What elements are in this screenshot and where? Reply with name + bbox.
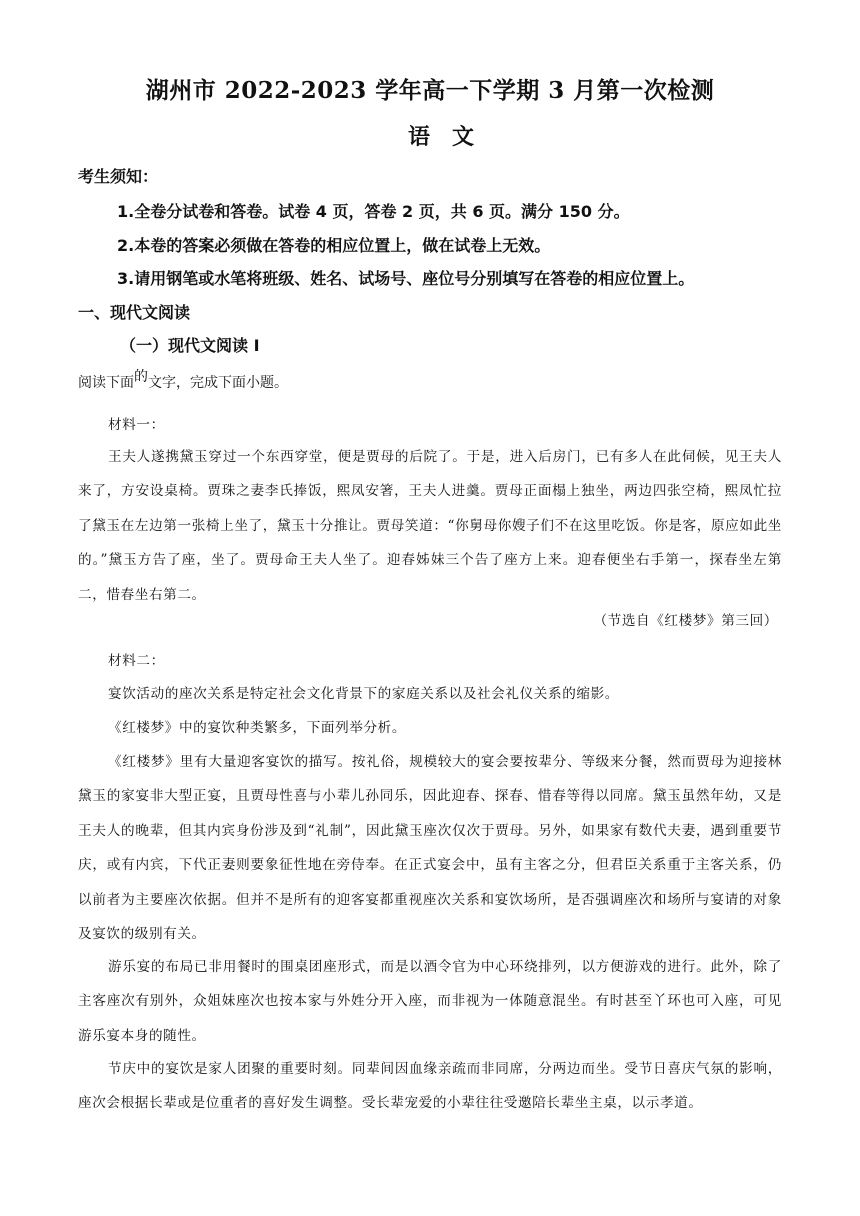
material-1-label: 材料一：	[108, 417, 165, 433]
instruction-part-1: 阅读下面	[78, 375, 134, 391]
material-2-paragraph: 宴饮活动的座次关系是特定社会文化背景下的家庭关系以及社会礼仪关系的缩影。	[108, 686, 619, 702]
section-heading: 一、现代文阅读	[78, 303, 191, 322]
material-2-paragraph: 游乐宴的布局已非用餐时的围桌团座形式，而是以酒令官为中心环绕排列，以方便游戏的进行。此外，除了主客座次有别外，众姐妹座次也按本家与外姓分开入座，而非视为一体随意混坐。有时甚至丫环也可入座，可见游乐宴本身的随性。	[78, 959, 782, 1044]
notice-item-1: 1.全卷分试卷和答卷。试卷 4 页，答卷 2 页，共 6 页。满分 150 分。	[117, 202, 630, 221]
instruction-superscript: 的	[134, 369, 148, 385]
material-1-source: （节选自《红楼梦》第三回）	[593, 613, 778, 629]
material-2-label: 材料二：	[108, 653, 165, 669]
section-subheading: （一）现代文阅读 I	[120, 336, 260, 355]
instruction-part-2: 文字，完成下面小题。	[148, 375, 288, 391]
notice-item-2: 2.本卷的答案必须做在答卷的相应位置上，做在试卷上无效。	[117, 236, 551, 255]
material-2-paragraph: 《红楼梦》中的宴饮种类繁多，下面列举分析。	[108, 720, 407, 736]
material-1-text: 王夫人遂携黛玉穿过一个东西穿堂，便是贾母的后院了。于是，进入后房门，已有多人在此伺候，见王夫人来了，方安设桌椅。贾珠之妻李氏捧饭，熙凤安箸，王夫人进羹。贾母正面榻上独坐，两边四张空椅，熙凤忙拉了黛玉在左边第一张椅上坐了，黛玉十分推让。贾母笑道：“你舅母你嫂子们不在这里吃饭。你是客，原应如此坐的。”黛玉方告了座，坐了。贾母命王夫人坐了。迎春姊妹三个告了座方上来。迎春便坐右手第一，探春坐左第二，惜春坐右第二。	[78, 449, 782, 603]
reading-instruction	[78, 369, 288, 392]
notice-heading: 考生须知：	[78, 167, 159, 186]
subject-title: 语文	[407, 124, 496, 150]
material-2-paragraph: 节庆中的宴饮是家人团聚的重要时刻。同辈间因血缘亲疏而非同席，分两边而坐。受节日喜庆气氛的影响，座次会根据长辈或是位重者的喜好发生调整。受长辈宠爱的小辈往往受邀陪长辈坐主桌，以示孝道。	[78, 1061, 782, 1112]
notice-item-3: 3.请用钢笔或水笔将班级、姓名、试场号、座位号分别填写在答卷的相应位置上。	[117, 269, 695, 288]
material-2-paragraph: 《红楼梦》里有大量迎客宴饮的描写。按礼俗，规模较大的宴会要按辈分、等级来分餐，然而贾母为迎接林黛玉的家宴非大型正宴，且贾母性喜与小辈儿孙同乐，因此迎春、探春、惜春等得以同席。黛玉虽然年幼，又是王夫人的晚辈，但其内宾身份涉及到“礼制”，因此黛玉座次仅次于贾母。另外，如果家有数代夫妻，遇到重要节庆，或有内宾，下代正妻则要象征性地在旁侍奉。在正式宴会中，虽有主客之分，但君臣关系重于主客关系，仍以前者为主要座次依据。但并不是所有的迎客宴都重视座次关系和宴饮场所，是否强调座次和场所与宴请的对象及宴饮的级别有关。	[78, 754, 782, 943]
exam-title: 湖州市 2022-2023 学年高一下学期 3 月第一次检测	[145, 77, 715, 104]
